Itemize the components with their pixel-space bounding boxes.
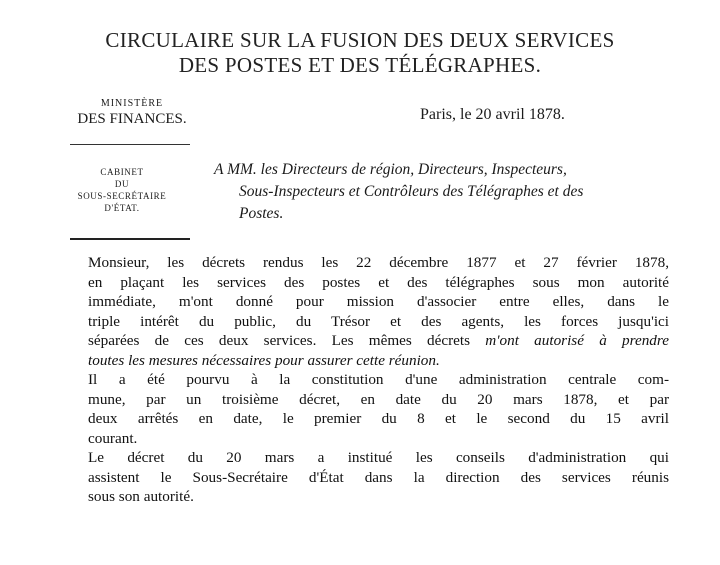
- text-line: courant.: [88, 429, 138, 447]
- text-line: immédiate, m'ont donné pour mission d'associer entre elles, dans le: [88, 293, 669, 310]
- ministere-label: MINISTÈRE: [100, 98, 164, 109]
- text-line: [66, 331, 669, 351]
- text-line: Monsieur, les décrets rendus les 22 décembre 1877 et 27 février 1878,: [88, 254, 669, 271]
- ministere-block: [62, 98, 202, 128]
- ministere-name: DES FINANCES.: [77, 111, 187, 127]
- addressee-block: [214, 159, 669, 225]
- text-segment: séparées de ces deux services. Les mêmes décrets: [88, 332, 471, 349]
- italic-text: m'ont autorisé à prendre: [470, 332, 669, 349]
- text-line: en plaçant les services des postes et des télégraphes sous mon autorité: [88, 273, 669, 291]
- cabinet-line: D'ÉTAT.: [104, 203, 140, 213]
- letter-date: Paris, le 20 avril 1878.: [420, 106, 565, 123]
- cabinet-line: CABINET: [100, 167, 144, 177]
- paragraph: [66, 370, 669, 448]
- divider-rule: [70, 144, 190, 145]
- title-line-1: CIRCULAIRE SUR LA FUSION DES DEUX SERVICES: [105, 28, 615, 52]
- addressee-line: Postes.: [239, 205, 284, 222]
- italic-text: toutes les mesures nécessaires pour assurer cette réunion.: [88, 351, 440, 369]
- paragraph: [66, 448, 669, 507]
- text-line: Le décret du 20 mars a institué les conseils d'administration qui: [88, 449, 669, 466]
- title-line-2: DES POSTES ET DES TÉLÉGRAPHES.: [178, 53, 542, 77]
- letter-body: [66, 253, 669, 507]
- paragraph: [66, 253, 669, 370]
- text-line: Il a été pourvu à la constitution d'une administration centrale com-: [88, 371, 669, 388]
- text-line: assistent le Sous-Secrétaire d'État dans la direction des services réunis: [88, 468, 669, 486]
- addressee-line: A MM. les Directeurs de région, Directeurs, Inspecteurs,: [214, 161, 567, 178]
- divider-rule-thick: [70, 238, 190, 240]
- text-line: mune, par un troisième décret, en date du 20 mars 1878, et par: [88, 390, 669, 408]
- addressee-line: Sous-Inspecteurs et Contrôleurs des Télégraphes et des: [239, 183, 584, 200]
- cabinet-block: [62, 166, 182, 214]
- cabinet-line: DU: [114, 179, 130, 189]
- cabinet-line: SOUS-SECRÉTAIRE: [77, 191, 167, 201]
- text-line: triple intérêt du public, du Trésor et des agents, les forces jusqu'ici: [88, 312, 669, 330]
- text-line: deux arrêtés en date, le premier du 8 et le second du 15 avril: [88, 410, 669, 427]
- text-line: sous son autorité.: [88, 488, 194, 505]
